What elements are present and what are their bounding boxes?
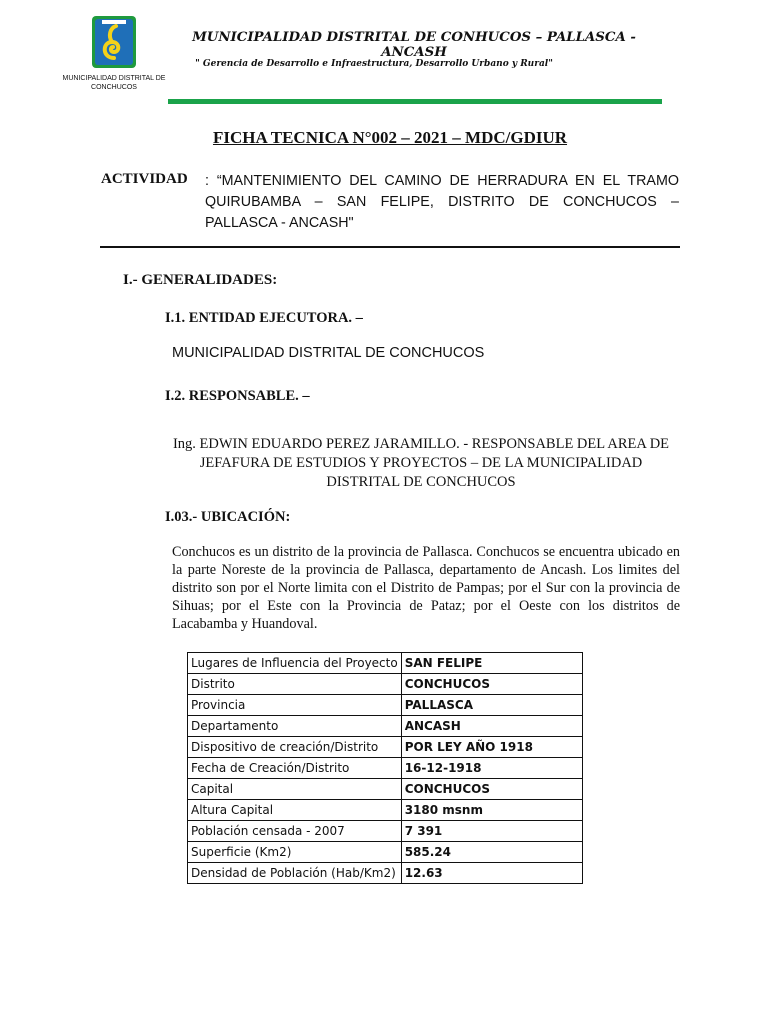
table-cell-label: Fecha de Creación/Distrito [188, 758, 402, 779]
table-row [188, 800, 583, 821]
header-divider [168, 99, 662, 104]
table-cell-value: ANCASH [401, 716, 582, 737]
table-row [188, 653, 583, 674]
table-cell-value: CONCHUCOS [401, 674, 582, 695]
document-title: FICHA TECNICA N°002 – 2021 – MDC/GDIUR [212, 128, 568, 147]
table-row [188, 674, 583, 695]
table-cell-label: Densidad de Población (Hab/Km2) [188, 863, 402, 884]
municipality-emblem-icon [92, 16, 136, 68]
table-row [188, 716, 583, 737]
table-cell-label: Población censada - 2007 [188, 821, 402, 842]
entity-text: MUNICIPALIDAD DISTRITAL DE CONCHUCOS [172, 345, 485, 361]
table-cell-label: Departamento [188, 716, 402, 737]
logo-caption: MUNICIPALIDAD DISTRITAL DE CONCHUCOS [62, 75, 166, 91]
table-row [188, 779, 583, 800]
location-heading: I.03.- UBICACIÓN: [165, 509, 291, 525]
table-cell-value: CONCHUCOS [401, 779, 582, 800]
table-cell-label: Superficie (Km2) [188, 842, 402, 863]
section-divider [100, 246, 680, 248]
table-cell-label: Lugares de Influencia del Proyecto [188, 653, 402, 674]
table-cell-value: 3180 msnm [401, 800, 582, 821]
table-row [188, 821, 583, 842]
general-heading: I.- GENERALIDADES: [123, 272, 278, 288]
municipality-logo [62, 16, 166, 92]
table-cell-value: PALLASCA [401, 695, 582, 716]
table-cell-label: Distrito [188, 674, 402, 695]
table-cell-value: 7 391 [401, 821, 582, 842]
table-cell-label: Capital [188, 779, 402, 800]
table-row [188, 758, 583, 779]
location-text: Conchucos es un distrito de la provincia de Pallasca. Conchucos se encuentra ubicado en la parte Noreste de la provincia de Pallasca, departamento de Ancash. Los limites del distrito son por el Norte limita con el Distrito de Pampas; por el Sur con la provincia de Sihuas; por el Este con la Provincia de Pataz; por el Oeste con los distritos de Lacabamba y Huandoval. [172, 544, 680, 632]
table-cell-label: Dispositivo de creación/Distrito [188, 737, 402, 758]
table-row [188, 842, 583, 863]
municipality-subtitle: " Gerencia de Desarrollo e Infraestructura, Desarrollo Urbano y Rural" [195, 59, 553, 69]
responsible-text: Ing. EDWIN EDUARDO PEREZ JARAMILLO. - RESPONSABLE DEL AREA DE JEFAFURA DE ESTUDIOS Y PROYECTOS – DE LA MUNICIPALIDAD DISTRITAL DE CONCHUCOS [172, 436, 670, 490]
table-cell-value: POR LEY AÑO 1918 [401, 737, 582, 758]
table-cell-label: Altura Capital [188, 800, 402, 821]
district-info-table [187, 652, 583, 884]
activity-label: ACTIVIDAD [101, 171, 188, 187]
table-cell-value: 585.24 [401, 842, 582, 863]
entity-heading: I.1. ENTIDAD EJECUTORA. – [165, 310, 363, 326]
table-row [188, 863, 583, 884]
activity-text: : “MANTENIMIENTO DEL CAMINO DE HERRADURA EN EL TRAMO QUIRUBAMBA – SAN FELIPE, DISTRITO DE CONCHUCOS – PALLASCA - ANCASH" [205, 173, 679, 231]
table-cell-label: Provincia [188, 695, 402, 716]
table-row [188, 695, 583, 716]
responsible-heading: I.2. RESPONSABLE. – [165, 388, 310, 404]
table-row [188, 737, 583, 758]
table-cell-value: SAN FELIPE [401, 653, 582, 674]
table-cell-value: 12.63 [401, 863, 582, 884]
municipality-title: MUNICIPALIDAD DISTRITAL DE CONHUCOS – PALLASCA - ANCASH [192, 30, 636, 60]
table-cell-value: 16-12-1918 [401, 758, 582, 779]
